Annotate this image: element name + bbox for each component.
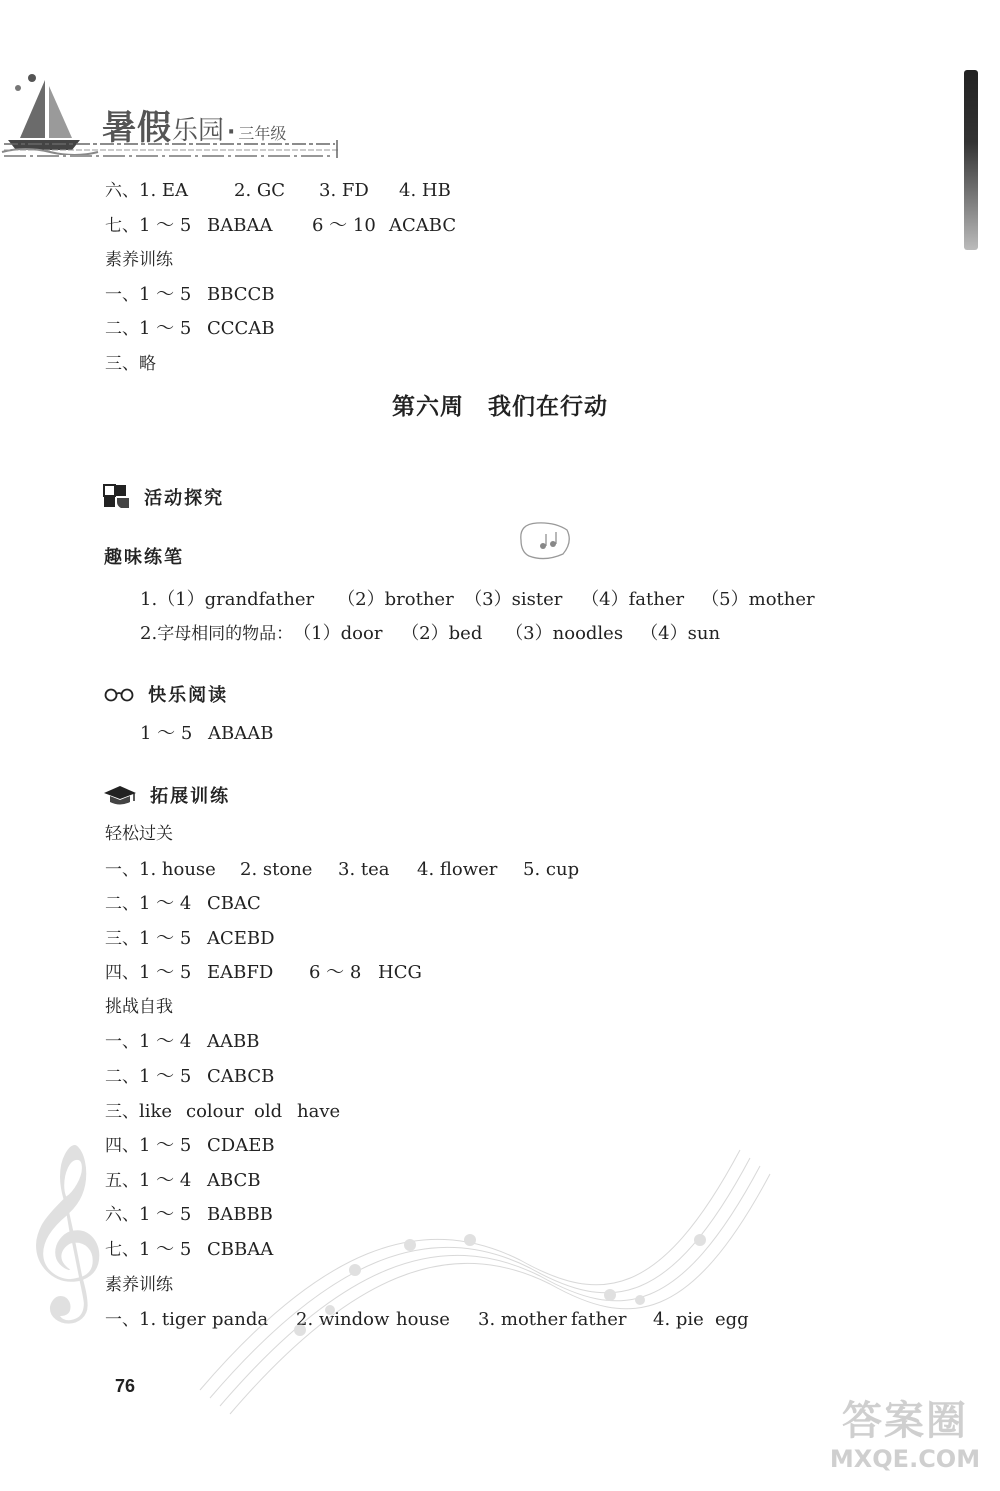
answer-item: 1 ～ 5 [139, 1239, 192, 1260]
week-title: 第六周 我们在行动 [392, 394, 608, 420]
answer-item: old [254, 1101, 283, 1122]
answer-item: （4）sun [640, 623, 721, 644]
answer-item: 4. pie [653, 1309, 704, 1330]
activity-row-1 [140, 588, 815, 612]
answer-item: 1 ～ 4 [139, 1031, 192, 1052]
answer-label: 七、 [105, 1240, 139, 1260]
answer-item: （3）sister [464, 589, 563, 610]
answer-label: 四、 [105, 963, 139, 983]
answer-label: 一、 [105, 1310, 139, 1330]
answer-item: like [139, 1101, 173, 1122]
answer-label: 七、 [105, 216, 139, 236]
header-grade: 三年级 [238, 124, 287, 143]
answer-item: 1. house [139, 859, 216, 880]
answer-row [105, 1308, 749, 1332]
answer-item: 4. flower [417, 859, 498, 880]
answer-row [105, 1169, 261, 1193]
answer-label: 一、 [105, 285, 139, 305]
svg-text:𝄞: 𝄞 [18, 1142, 107, 1316]
answer-label: 一、 [105, 1032, 139, 1052]
answer-row [105, 1030, 259, 1054]
answer-label: 三、 [105, 354, 139, 374]
scan-edge-shadow [964, 70, 978, 250]
answer-item: （1）grandfather [157, 589, 315, 610]
answer-item: ABAAB [208, 723, 274, 744]
activity-lead: 字母相同的物品： [157, 624, 294, 644]
header-title-small: 乐园 [172, 116, 225, 146]
answer-item: 2. GC [234, 180, 286, 201]
watermark [820, 1398, 990, 1474]
answer-item: father [571, 1309, 627, 1330]
answer-item: have [297, 1101, 341, 1122]
answer-item: ABCB [207, 1170, 261, 1191]
answer-item: CDAEB [207, 1135, 275, 1156]
extension-title: 拓展训练 [150, 786, 231, 807]
answer-item: 6 ～ 8 [309, 962, 362, 983]
answer-item: 3. FD [319, 180, 369, 201]
answer-item: 1 ～ 5 [139, 284, 192, 305]
answer-label: 六、 [105, 1205, 139, 1225]
answer-label: 二、 [105, 319, 139, 339]
answer-item: （5）mother [701, 589, 815, 610]
answer-item: 3. tea [338, 859, 390, 880]
answer-item: 1 ～ 5 [139, 1135, 192, 1156]
answer-item: 1 ～ 4 [139, 1170, 192, 1191]
answer-row [105, 352, 156, 376]
page-number: 76 [115, 1376, 136, 1396]
answer-row [105, 317, 275, 341]
answer-item: egg [715, 1309, 749, 1330]
answer-item: 1 ～ 5 [139, 1204, 192, 1225]
answer-item: 6 ～ 10 [312, 215, 376, 236]
answer-row [105, 214, 456, 238]
answer-item: 2. stone [240, 859, 313, 880]
answer-item: （3）noodles [505, 623, 624, 644]
suyang-heading: 素养训练 [105, 1275, 173, 1295]
answer-item: 1 ～ 5 [139, 1066, 192, 1087]
answer-item: house [396, 1309, 450, 1330]
answer-item: AABB [207, 1031, 260, 1052]
answer-item: ACABC [389, 215, 457, 236]
reading-title: 快乐阅读 [148, 685, 229, 706]
answer-item: ACEBD [207, 928, 275, 949]
answer-label: 六、 [105, 181, 139, 201]
watermark-logo: 答案圈 [842, 1398, 968, 1444]
puzzle-hand-icon [103, 484, 131, 510]
activity-row-2 [140, 622, 720, 646]
answer-item: HCG [378, 962, 422, 983]
answer-item: （2）brother [337, 589, 454, 610]
answer-label: 二、 [105, 1067, 139, 1087]
answer-item: BBCCB [207, 284, 275, 305]
answer-row [105, 927, 275, 951]
glasses-icon [103, 686, 135, 702]
header-dot: · [227, 120, 236, 145]
answer-label: 四、 [105, 1136, 139, 1156]
answer-item: （1）door [293, 623, 383, 644]
answer-row [105, 858, 579, 882]
music-sticker-icon [515, 520, 573, 562]
answer-item: CBAC [207, 893, 261, 914]
answer-item: 2. window [296, 1309, 390, 1330]
answer-item: 1 ～ 5 [139, 318, 192, 339]
answer-label: 五、 [105, 1171, 139, 1191]
item-number: 2. [140, 623, 158, 644]
watermark-url: MXQE.COM [829, 1445, 981, 1473]
activity-sub-title: 趣味练笔 [104, 547, 184, 568]
answer-row [105, 961, 422, 985]
answer-row [105, 1100, 340, 1124]
answer-item: 1 ～ 5 [139, 928, 192, 949]
suyang-heading: 素养训练 [105, 250, 173, 270]
reading-answer-row [140, 722, 273, 746]
answer-item: colour [186, 1101, 244, 1122]
answer-item: CBBAA [207, 1239, 274, 1260]
answer-item: （4）father [581, 589, 685, 610]
answer-item: 5. cup [523, 859, 580, 880]
answer-item: BABBB [207, 1204, 273, 1225]
header-title-big: 暑假 [102, 108, 172, 148]
challenge-heading: 挑战自我 [105, 997, 173, 1017]
answer-item: CCCAB [207, 318, 275, 339]
answer-row [105, 1203, 273, 1227]
answer-row [105, 1134, 275, 1158]
answer-row [105, 1065, 274, 1089]
answer-item: 1 ～ 5 [140, 723, 193, 744]
header [0, 60, 345, 160]
answer-label: 三、 [105, 1102, 139, 1122]
answer-item: 略 [139, 354, 156, 374]
answer-item: 4. HB [399, 180, 451, 201]
answer-row [105, 892, 261, 916]
reading-section-header [103, 681, 228, 707]
answer-item: EABFD [207, 962, 274, 983]
answer-label: 三、 [105, 929, 139, 949]
answer-item: （2）bed [401, 623, 483, 644]
graduation-cap-icon [103, 784, 137, 806]
answer-item: 1. EA [139, 180, 189, 201]
answer-label: 一、 [105, 860, 139, 880]
extension-section-header [103, 782, 230, 808]
answer-item: 1 ～ 4 [139, 893, 192, 914]
answer-item: BABAA [207, 215, 273, 236]
answer-row [105, 1238, 273, 1262]
activity-title: 活动探究 [144, 488, 225, 509]
header-rule [0, 138, 345, 160]
answer-item: CABCB [207, 1066, 275, 1087]
activity-section-header [103, 484, 224, 510]
answer-item: 3. mother [478, 1309, 567, 1330]
answer-label: 二、 [105, 894, 139, 914]
answer-row [105, 179, 451, 203]
answer-item: 1 ～ 5 [139, 962, 192, 983]
easy-heading: 轻松过关 [105, 824, 173, 844]
item-number: 1. [140, 589, 158, 610]
answer-item: 1. tiger [139, 1309, 206, 1330]
answer-row [105, 283, 275, 307]
answer-item: 1 ～ 5 [139, 215, 192, 236]
answer-item: panda [212, 1309, 269, 1330]
